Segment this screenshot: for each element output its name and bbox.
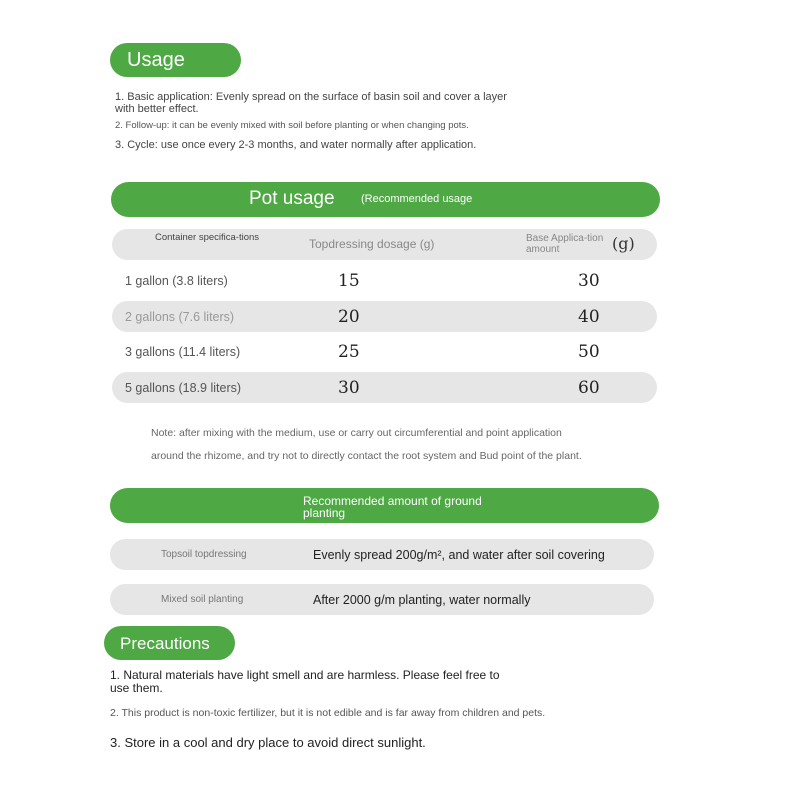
precautions-list: [110, 669, 580, 750]
usage-list: [115, 91, 515, 151]
row-base: 60: [578, 377, 600, 398]
precaution-item-1: 1. Natural materials have light smell and are harmless. Please feel free to use them.: [110, 668, 500, 695]
row-container: 2 gallons (7.6 liters): [125, 309, 235, 324]
pot-table-header: [112, 229, 657, 260]
precaution-item-2: 2. This product is non-toxic fertilizer, but it is not edible and is far away from children and pets.: [110, 707, 546, 719]
row-base: 40: [578, 306, 600, 327]
table-row: [112, 265, 657, 296]
ground-row-value: After 2000 g/m planting, water normally: [313, 592, 531, 607]
header-topdressing: Topdressing dosage (g): [309, 237, 435, 251]
row-base: 50: [578, 341, 600, 362]
usage-item-2: 2. Follow-up: it can be evenly mixed with soil before planting or when changing pots.: [115, 120, 469, 131]
precaution-item-3: 3. Store in a cool and dry place to avoid direct sunlight.: [110, 735, 426, 750]
row-topdressing: 30: [338, 377, 360, 398]
header-container: Container specifica-tions: [155, 232, 260, 243]
usage-item-3: 3. Cycle: use once every 2-3 months, and water normally after application.: [115, 139, 477, 151]
row-base: 30: [578, 270, 600, 291]
pot-usage-subtitle: (Recommended usage: [361, 193, 473, 205]
pot-note-line-2: around the rhizome, and try not to directly contact the root system and Bud point of the plant.: [151, 450, 582, 462]
ground-row-topsoil: [110, 539, 654, 570]
precautions-title: Precautions: [120, 634, 210, 653]
ground-planting-banner: [110, 488, 659, 523]
ground-row-label: Topsoil topdressing: [161, 549, 247, 560]
table-row: [112, 372, 657, 403]
header-base-unit: (g): [612, 234, 635, 253]
ground-row-value: Evenly spread 200g/m², and water after soil covering: [313, 547, 605, 562]
row-container: 1 gallon (3.8 liters): [125, 273, 228, 288]
row-topdressing: 25: [338, 341, 360, 362]
ground-row-label: Mixed soil planting: [161, 594, 244, 605]
row-topdressing: 20: [338, 306, 360, 327]
usage-heading: [110, 43, 241, 77]
ground-row-mixed: [110, 584, 654, 615]
pot-note-line-1: Note: after mixing with the medium, use or carry out circumferential and point application: [151, 427, 562, 439]
usage-title: Usage: [127, 49, 185, 71]
pot-usage-title: Pot usage: [249, 188, 335, 209]
ground-planting-title: Recommended amount of ground planting: [303, 494, 482, 520]
table-row: [112, 336, 657, 367]
table-row: [112, 301, 657, 332]
precautions-heading: [104, 626, 235, 660]
row-container: 3 gallons (11.4 liters): [125, 344, 241, 359]
usage-item-1: 1. Basic application: Evenly spread on the surface of basin soil and cover a layer with better effect.: [115, 91, 507, 115]
header-base: Base Applica-tion amount: [526, 233, 604, 255]
pot-usage-banner: [111, 182, 660, 217]
row-container: 5 gallons (18.9 liters): [125, 380, 242, 395]
row-topdressing: 15: [338, 270, 360, 291]
